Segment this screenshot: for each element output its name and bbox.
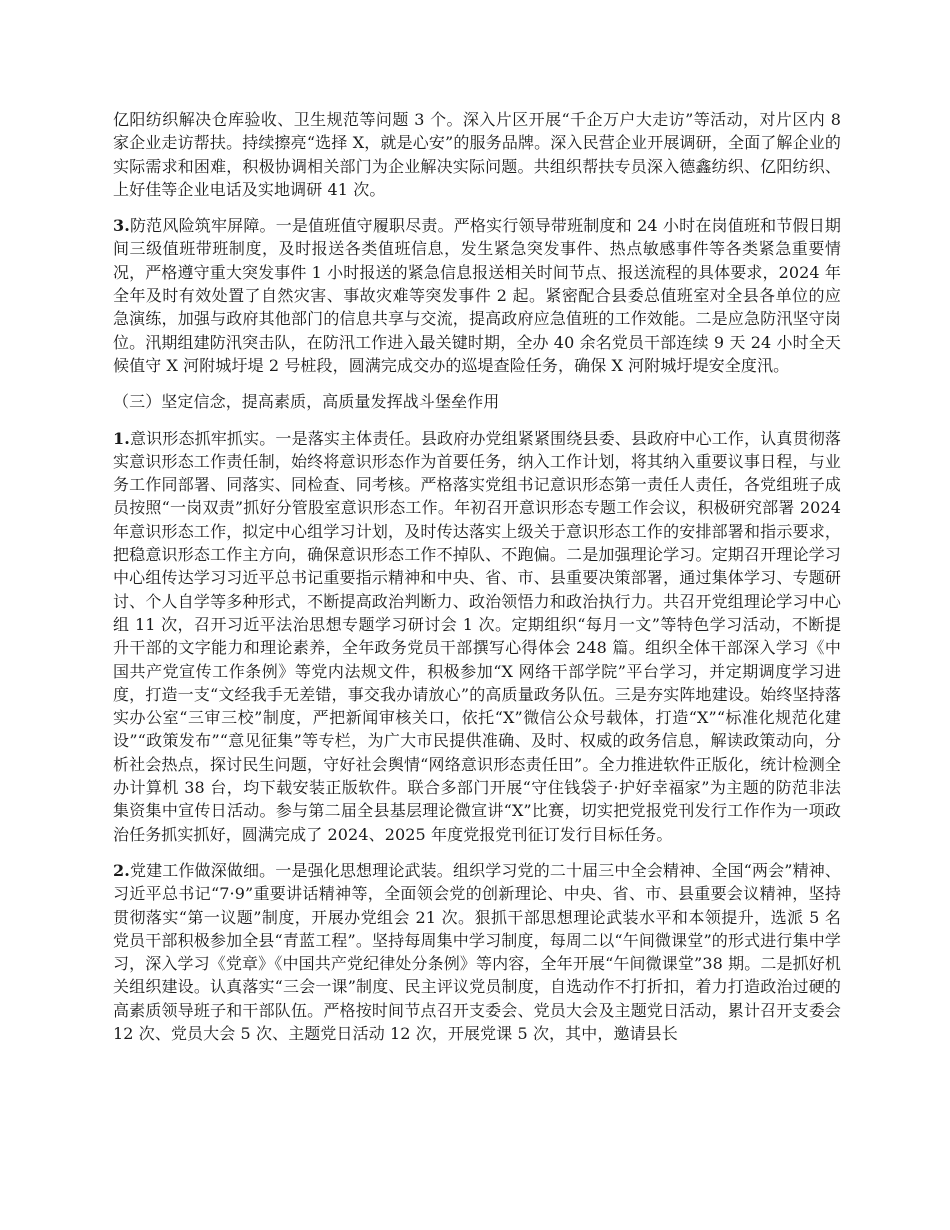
document-page [113,108,841,1058]
paragraph-text: 防范风险筑牢屏障。一是值班值守履职尽责。严格实行领导带班制度和 24 小时在岗值班和节假日期间三级值班带班制度，及时报送各类值班信息，发生紧急突发事件、热点敏感事件等各类紧急重要情况，严格遵守重大突发事件 1 小时报送的紧急信息报送相关时间节点、报送流程的具体要求，2024 年全年及时有效处置了自然灾害、事故灾难等突发事件 2 起。紧密配合县委总值班室对全县各单位的应急演练，加强与政府其他部门的信息共享与交流，提高政府应急值班的工作效能。二是应急防汛坚守岗位。汛期组建防汛突击队，在防汛工作进入最关键时期，全办 40 余名党员干部连续 9 天 24 小时全天候值守 X 河附城圩堤 2 号桩段，圆满完成交办的巡堤查险任务，确保 X 河附城圩堤安全度汛。 [113,216,841,375]
paragraph-risk-prevention [113,214,841,377]
paragraph-number: 3. [113,216,130,236]
paragraph-text: 亿阳纺织解决仓库验收、卫生规范等问题 3 个。深入片区开展“千企万户大走访”等活动，对片区内 8 家企业走访帮扶。持续擦亮“选择 X，就是心安”的服务品牌。深入民营企业开展调研，全面了解企业的实际需求和困难，积极协调相关部门为企业解决实际问题。共组织帮扶专员深入德鑫纺织、亿阳纺织、上好佳等企业电话及实地调研 41 次。 [113,110,841,199]
section-heading [113,390,841,413]
paragraph-number: 2. [113,860,130,880]
paragraph-party-building [113,859,841,1045]
paragraph-ideology-work [113,427,841,846]
paragraph-text: 意识形态抓牢抓实。一是落实主体责任。县政府办党组紧紧围绕县委、县政府中心工作，认真贯彻落实意识形态工作责任制，始终将意识形态作为首要任务，纳入工作计划，将其纳入重要议事日程，与业务工作同部署、同落实、同检查、同考核。严格落实党组书记意识形态第一责任人责任，各党组班子成员按照“一岗双责”抓好分管股室意识形态工作。年初召开意识形态专题工作会议，积极研究部署 2024 年意识形态工作，拟定中心组学习计划，及时传达落实上级关于意识形态工作的安排部署和指示要求，把稳意识形态工作主方向，确保意识形态工作不掉队、不跑偏。二是加强理论学习。定期召开理论学习中心组传达学习习近平总书记重要指示精神和中央、省、市、县重要决策部署，通过集体学习、专题研讨、个人自学等多种形式，不断提高政治判断力、政治领悟力和政治执行力。共召开党组理论学习中心组 11 次，召开习近平法治思想专题学习研讨会 1 次。定期组织“每月一文”等特色学习活动，不断提升干部的文字能力和理论素养，全年政务党员干部撰写心得体会 248 篇。组织全体干部深入学习《中国共产党宣传工作条例》等党内法规文件，积极参加“X 网络干部学院”平台学习，并定期调度学习进度，打造一支“文经我手无差错，事交我办请放心”的高质量政务队伍。三是夯实阵地建设。始终坚持落实办公室“三审三校”制度，严把新闻审核关口，依托“X”微信公众号载体，打造“X”“标准化规范化建设”“政策发布”“意见征集”等专栏，为广大市民提供准确、及时、权威的政务信息，解读政策动向，分析社会热点，探讨民生问题，守好社会舆情“网络意识形态责任田”。全力推进软件正版化，统计检测全办计算机 38 台，均下载安装正版软件。联合多部门开展“守住钱袋子·护好幸福家”为主题的防范非法集资集中宣传日活动。参与第二届全县基层理论微宣讲“X”比赛，切实把党报党刊发行工作作为一项政治任务抓实抓好，圆满完成了 2024、2025 年度党报党刊征订发行目标任务。 [113,428,841,844]
paragraph-enterprise-service [113,108,841,201]
section-heading-text: （三）坚定信念，提高素质，高质量发挥战斗堡垒作用 [113,392,500,412]
paragraph-text: 党建工作做深做细。一是强化思想理论武装。组织学习党的二十届三中全会精神、全国“两会”精神、习近平总书记“7·9”重要讲话精神等，全面领会党的创新理论、中央、省、市、县重要会议精神，坚持贯彻落实“第一议题”制度，开展办党组会 21 次。狠抓干部思想理论武装水平和本领提升，选派 5 名党员干部积极参加全县“青蓝工程”。坚持每周集中学习制度，每周二以“午间微课堂”的形式进行集中学习，深入学习《党章》《中国共产党纪律处分条例》等内容，全年开展“午间微课堂”38 期。二是抓好机关组织建设。认真落实“三会一课”制度、民主评议党员制度，自选动作不打折扣，着力打造政治过硬的高素质领导班子和干部队伍。严格按时间节点召开支委会、党员大会及主题党日活动，累计召开支委会 12 次、党员大会 5 次、主题党日活动 12 次，开展党课 5 次，其中，邀请县长 [113,860,841,1043]
paragraph-number: 1. [113,428,130,448]
